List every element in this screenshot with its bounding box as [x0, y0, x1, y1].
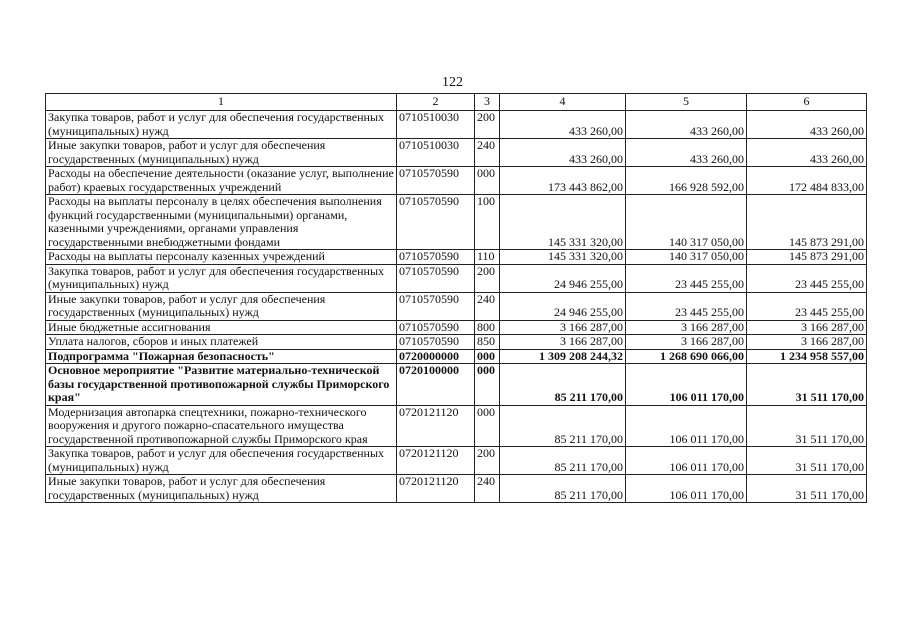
row-value-4: 24 946 255,00	[500, 264, 626, 292]
row-name: Расходы на обеспечение деятельности (оказание услуг, выполнение работ) краевых государственных учреждений	[46, 167, 397, 195]
row-value-5: 166 928 592,00	[626, 167, 747, 195]
table-row	[46, 447, 867, 475]
row-code: 0720121120	[397, 447, 475, 475]
table-row	[46, 195, 867, 250]
row-value-6: 31 511 170,00	[747, 364, 867, 406]
row-value-6: 23 445 255,00	[747, 264, 867, 292]
row-value-5: 106 011 170,00	[626, 475, 747, 503]
table-row	[46, 405, 867, 447]
row-value-4: 3 166 287,00	[500, 320, 626, 335]
row-value-6: 3 166 287,00	[747, 335, 867, 350]
row-value-6: 1 234 958 557,00	[747, 349, 867, 364]
row-value-5: 23 445 255,00	[626, 292, 747, 320]
table-row	[46, 264, 867, 292]
row-code: 0710570590	[397, 250, 475, 265]
table-row	[46, 139, 867, 167]
row-value-6: 433 260,00	[747, 139, 867, 167]
row-code: 0710570590	[397, 320, 475, 335]
row-name: Закупка товаров, работ и услуг для обеспечения государственных (муниципальных) нужд	[46, 264, 397, 292]
column-header: 6	[747, 94, 867, 111]
row-type: 000	[475, 405, 500, 447]
row-value-5: 3 166 287,00	[626, 335, 747, 350]
row-value-5: 433 260,00	[626, 139, 747, 167]
row-value-6: 31 511 170,00	[747, 475, 867, 503]
row-type: 200	[475, 264, 500, 292]
column-header: 3	[475, 94, 500, 111]
row-code: 0710570590	[397, 167, 475, 195]
main-activity-row	[46, 364, 867, 406]
row-type: 000	[475, 349, 500, 364]
row-code: 0720000000	[397, 349, 475, 364]
row-code: 0720100000	[397, 364, 475, 406]
header-row	[46, 94, 867, 111]
row-type: 240	[475, 475, 500, 503]
row-code: 0720121120	[397, 405, 475, 447]
row-type: 800	[475, 320, 500, 335]
row-value-4: 433 260,00	[500, 111, 626, 139]
row-name: Уплата налогов, сборов и иных платежей	[46, 335, 397, 350]
row-name: Иные бюджетные ассигнования	[46, 320, 397, 335]
row-value-4: 173 443 862,00	[500, 167, 626, 195]
row-value-5: 1 268 690 066,00	[626, 349, 747, 364]
row-type: 110	[475, 250, 500, 265]
row-value-4: 1 309 208 244,32	[500, 349, 626, 364]
row-value-4: 145 331 320,00	[500, 250, 626, 265]
column-header: 1	[46, 94, 397, 111]
row-name: Закупка товаров, работ и услуг для обеспечения государственных (муниципальных) нужд	[46, 447, 397, 475]
row-value-4: 24 946 255,00	[500, 292, 626, 320]
row-name: Иные закупки товаров, работ и услуг для обеспечения государственных (муниципальных) нужд	[46, 292, 397, 320]
column-header: 5	[626, 94, 747, 111]
row-value-5: 433 260,00	[626, 111, 747, 139]
row-value-4: 85 211 170,00	[500, 475, 626, 503]
subprogram-row	[46, 349, 867, 364]
row-type: 000	[475, 364, 500, 406]
row-value-6: 145 873 291,00	[747, 195, 867, 250]
row-type: 850	[475, 335, 500, 350]
row-name: Иные закупки товаров, работ и услуг для обеспечения государственных (муниципальных) нужд	[46, 139, 397, 167]
row-value-6: 145 873 291,00	[747, 250, 867, 265]
row-code: 0720121120	[397, 475, 475, 503]
row-name: Расходы на выплаты персоналу в целях обеспечения выполнения функций государственными (муниципальными) органами, казенными учреждениями, органами управления государственными внебюджетными фондами	[46, 195, 397, 250]
row-value-5: 140 317 050,00	[626, 195, 747, 250]
column-header: 2	[397, 94, 475, 111]
column-header: 4	[500, 94, 626, 111]
row-type: 200	[475, 447, 500, 475]
budget-table	[45, 93, 867, 503]
row-value-5: 106 011 170,00	[626, 405, 747, 447]
table-row	[46, 111, 867, 139]
row-value-5: 106 011 170,00	[626, 364, 747, 406]
row-value-4: 85 211 170,00	[500, 405, 626, 447]
row-type: 240	[475, 292, 500, 320]
row-type: 100	[475, 195, 500, 250]
row-value-5: 3 166 287,00	[626, 320, 747, 335]
row-value-6: 433 260,00	[747, 111, 867, 139]
row-name: Закупка товаров, работ и услуг для обеспечения государственных (муниципальных) нужд	[46, 111, 397, 139]
table-row	[46, 320, 867, 335]
row-name: Иные закупки товаров, работ и услуг для обеспечения государственных (муниципальных) нужд	[46, 475, 397, 503]
row-code: 0710510030	[397, 111, 475, 139]
page-number: 122	[442, 75, 463, 90]
row-code: 0710570590	[397, 292, 475, 320]
row-name: Подпрограмма "Пожарная безопасность"	[46, 349, 397, 364]
table-row	[46, 292, 867, 320]
row-type: 000	[475, 167, 500, 195]
row-value-6: 31 511 170,00	[747, 405, 867, 447]
row-value-5: 106 011 170,00	[626, 447, 747, 475]
row-code: 0710510030	[397, 139, 475, 167]
row-name: Основное мероприятие "Развитие материально-технической базы государственной противопожарной службы Приморского края"	[46, 364, 397, 406]
row-value-4: 85 211 170,00	[500, 364, 626, 406]
row-value-6: 172 484 833,00	[747, 167, 867, 195]
row-value-5: 140 317 050,00	[626, 250, 747, 265]
table-row	[46, 250, 867, 265]
row-value-4: 433 260,00	[500, 139, 626, 167]
row-value-6: 23 445 255,00	[747, 292, 867, 320]
row-value-4: 3 166 287,00	[500, 335, 626, 350]
row-type: 200	[475, 111, 500, 139]
row-value-6: 31 511 170,00	[747, 447, 867, 475]
table-row	[46, 475, 867, 503]
row-value-4: 85 211 170,00	[500, 447, 626, 475]
row-name: Модернизация автопарка спецтехники, пожарно-технического вооружения и другого пожарно-спасательного имущества государственной противопожарной службы Приморского края	[46, 405, 397, 447]
table-row	[46, 335, 867, 350]
row-value-6: 3 166 287,00	[747, 320, 867, 335]
row-code: 0710570590	[397, 335, 475, 350]
row-value-5: 23 445 255,00	[626, 264, 747, 292]
row-type: 240	[475, 139, 500, 167]
row-name: Расходы на выплаты персоналу казенных учреждений	[46, 250, 397, 265]
row-value-4: 145 331 320,00	[500, 195, 626, 250]
table-row	[46, 167, 867, 195]
row-code: 0710570590	[397, 195, 475, 250]
row-code: 0710570590	[397, 264, 475, 292]
